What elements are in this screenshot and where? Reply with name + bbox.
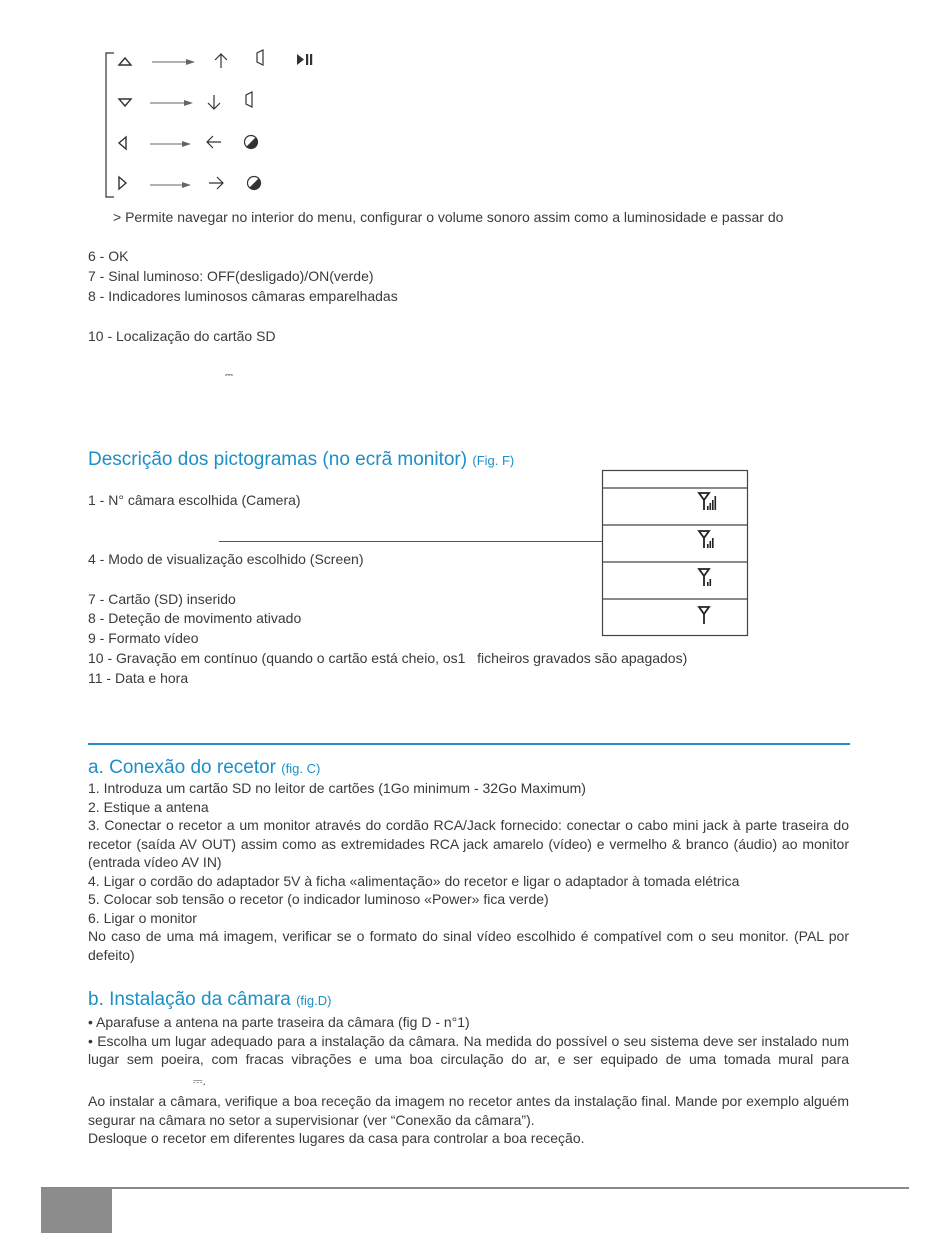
key-right-row (119, 177, 261, 190)
pictograms-fig-ref: (Fig. F) (472, 453, 515, 468)
pictograms-title: Descrição dos pictogramas (no ecrã monitor) (88, 449, 468, 470)
signal-4-bars-icon (699, 493, 716, 510)
footer-rule (41, 1187, 909, 1189)
keys-note: > Permite navegar no interior do menu, configurar o volume sonoro assim como a luminosidade e passar do (113, 209, 784, 225)
bullet-line: • Escolha um lugar adequado para a instalação da câmara. Na medida do possível o seu sistema deve ser instalado num lugar sem poeira, com fracas vibrações e uma boa circulação do ar, e ser equipado de uma tomada mural para (88, 1032, 849, 1067)
arrow-down-icon (208, 95, 220, 109)
pictograms-heading (88, 449, 514, 472)
signal-strength-box (601, 469, 751, 639)
arrow-right-icon (186, 59, 195, 65)
key-down-row (119, 92, 252, 109)
footer-page-tab (41, 1188, 112, 1233)
list-item: 7 - Sinal luminoso: OFF(desligado)/ON(verde) (88, 268, 374, 284)
step-line: 6. Ligar o monitor (88, 909, 197, 926)
section-a-title: a. Conexão do recetor (88, 757, 277, 778)
dc-symbol: ⎓ (225, 370, 233, 381)
step-line: 5. Colocar sob tensão o recetor (o indicador luminoso «Power» fica verde) (88, 891, 549, 907)
leader-line (219, 541, 603, 542)
arrow-right-icon (184, 100, 193, 106)
signal-1-bar-icon (699, 569, 711, 586)
section-a-heading (88, 757, 320, 780)
signal-3-bars-icon (699, 531, 714, 548)
step-line: 1. Introduza um cartão SD no leitor de cartões (1Go minimum - 32Go Maximum) (88, 780, 586, 796)
list-item: 6 - OK (88, 248, 129, 264)
navigation-keys-diagram (100, 45, 340, 205)
arrow-up-icon (215, 54, 227, 68)
bullet-line: • Aparafuse a antena na parte traseira da câmara (fig D - n°1) (88, 1014, 470, 1030)
paragraph: Desloque o recetor em diferentes lugares da casa para controlar a boa receção. (88, 1130, 585, 1146)
up-triangle-icon (119, 58, 131, 65)
note-line: No caso de uma má imagem, verificar se o formato do sinal vídeo escolhido é compatível com o seu monitor. (PAL por defeito) (88, 928, 849, 963)
pictogram-item: 8 - Deteção de movimento ativado (88, 610, 302, 626)
section-a-fig-ref: (fig. C) (281, 761, 321, 776)
pictogram-item: 7 - Cartão (SD) inserido (88, 591, 236, 607)
signal-0-bars-icon (699, 607, 709, 624)
key-left-row (119, 136, 258, 150)
section-b-bullets (88, 1013, 849, 1069)
play-pause-icon (297, 54, 304, 65)
right-triangle-icon (119, 177, 126, 189)
pictogram-item: 1 - N° câmara escolhida (Camera) (88, 492, 301, 508)
arrow-right-icon (182, 141, 191, 147)
paragraph: Ao instalar a câmara, verifique a boa receção da imagem no recetor antes da instalação final. Mande por exemplo alguém segurar na câmara no setor a supervisionar (ver “Conexão da câmara”). (88, 1093, 849, 1128)
arrow-right-icon (209, 177, 223, 189)
pictogram-item: 4 - Modo de visualização escolhido (Screen) (88, 551, 364, 567)
section-b-fig-ref: (fig.D) (296, 993, 332, 1008)
section-b-paragraphs (88, 1092, 849, 1148)
arrow-right-icon (182, 182, 191, 188)
step-line: 2. Estique a antena (88, 798, 209, 815)
step-line: 3. Conectar o recetor a um monitor através do cordão RCA/Jack fornecido: conectar o cabo mini jack à parte traseira do recetor (saída AV OUT) assim como as extremidades RCA jack amarelo (vídeo) e vermelho & branco (áudio) ao monitor (entrada vídeo AV IN) (88, 817, 849, 870)
section-a-body (88, 779, 849, 964)
speaker-icon (246, 92, 252, 107)
left-triangle-icon (119, 137, 126, 149)
list-item: 8 - Indicadores luminosos câmaras emparelhadas (88, 288, 398, 304)
key-up-row (119, 50, 312, 68)
speaker-icon (257, 50, 263, 65)
dc-symbol: ⎓. (193, 1074, 206, 1088)
section-b-title: b. Instalação da câmara (88, 989, 291, 1010)
step-line: 4. Ligar o cordão do adaptador 5V à ficha «alimentação» do recetor e ligar o adaptador à tomada elétrica (88, 872, 740, 889)
down-triangle-icon (119, 99, 131, 106)
section-divider (88, 743, 850, 745)
pictogram-item: 9 - Formato vídeo (88, 630, 199, 646)
section-b-heading (88, 989, 331, 1012)
keys-bracket (106, 53, 114, 197)
list-item: 10 - Localização do cartão SD (88, 328, 276, 344)
arrow-left-icon (207, 136, 221, 148)
pictogram-item: 11 - Data e hora (88, 670, 189, 686)
pictogram-item: 10 - Gravação em contínuo (quando o cartão está cheio, os1 ficheiros gravados são apagados) (88, 650, 688, 666)
